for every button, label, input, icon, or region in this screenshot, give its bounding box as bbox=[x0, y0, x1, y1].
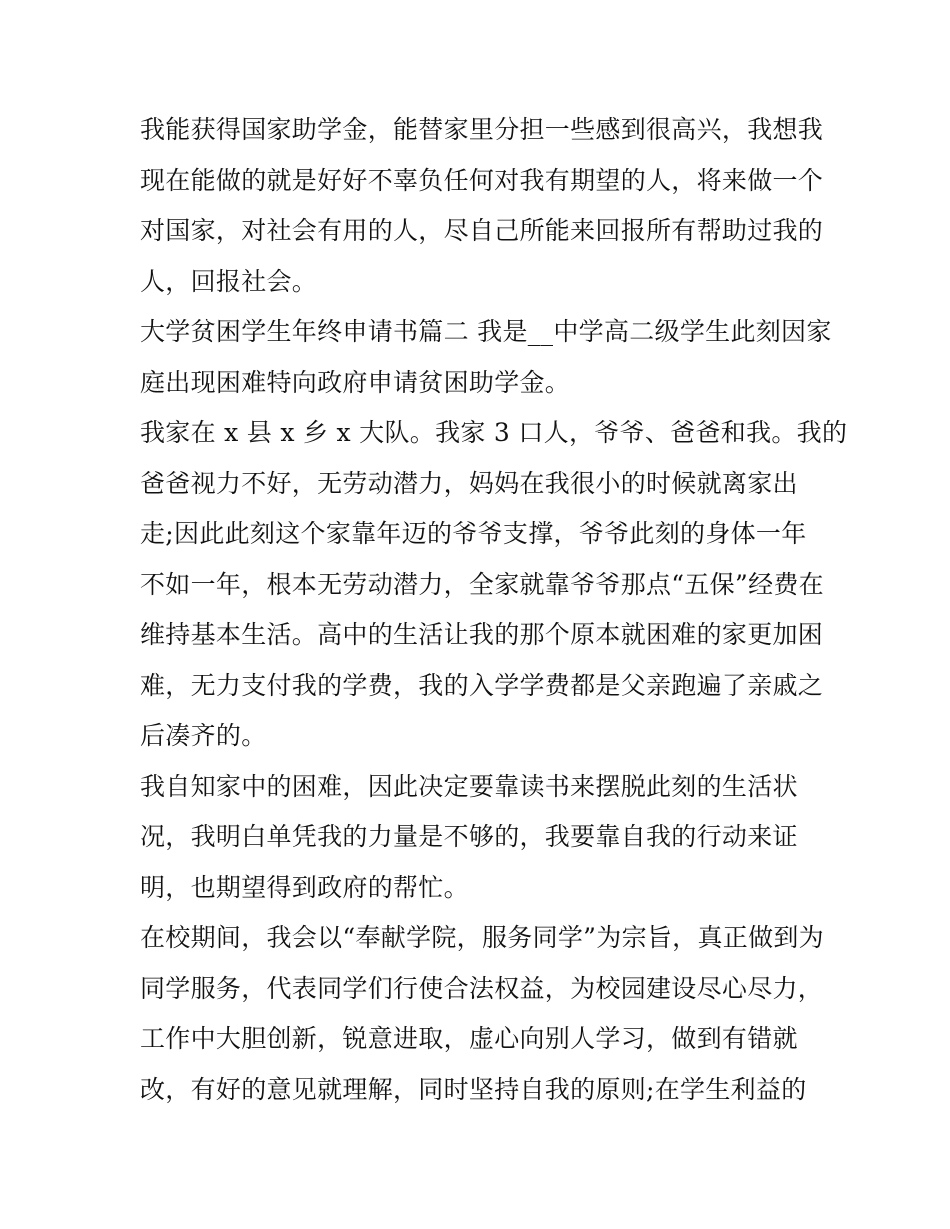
text-line: 改，有好的意见就理解，同时坚持自我的原则;在学生利益的 bbox=[140, 1074, 807, 1104]
text-line: 维持基本生活。高中的生活让我的那个原本就困难的家更加困 bbox=[140, 620, 824, 649]
text-line: 人，回报社会。 bbox=[140, 266, 318, 296]
text-line: 难，无力支付我的学费，我的入学学费都是父亲跑遍了亲戚之 bbox=[140, 670, 824, 700]
text-line: 庭出现困难特向政府申请贫困助学金。 bbox=[140, 367, 571, 397]
text-line: 工作中大胆创新，锐意进取，虚心向别人学习，做到有错就 bbox=[140, 1024, 798, 1053]
text-line: 明，也期望得到政府的帮忙。 bbox=[140, 872, 469, 902]
text-line: 现在能做的就是好好不辜负任何对我有期望的人，将来做一个 bbox=[140, 165, 824, 195]
text-line: 对国家，对社会有用的人，尽自己所能来回报所有帮助过我的 bbox=[140, 216, 824, 245]
text-line: 我能获得国家助学金，能替家里分担一些感到很高兴，我想我 bbox=[140, 115, 824, 144]
text-line: 走;因此此刻这个家靠年迈的爷爷支撑，爷爷此刻的身体一年 bbox=[140, 519, 807, 548]
text-line: 后凑齐的。 bbox=[140, 721, 267, 750]
text-line: 况，我明白单凭我的力量是不够的，我要靠自我的行动来证 bbox=[140, 822, 798, 851]
text-line: 在校期间，我会以“奉献学院，服务同学”为宗旨，真正做到为 bbox=[140, 923, 824, 952]
text-line: 同学服务，代表同学们行使合法权益，为校园建设尽心尽力， bbox=[140, 973, 824, 1003]
text-line: 我家在 x 县 x 乡 x 大队。我家 3 口人，爷爷、爸爸和我。我的 bbox=[140, 418, 848, 447]
text-line: 我自知家中的困难，因此决定要靠读书来摆脱此刻的生活状 bbox=[140, 771, 798, 801]
text-line: 大学贫困学生年终申请书篇二 我是__中学高二级学生此刻因家 bbox=[140, 317, 832, 346]
text-line: 不如一年，根本无劳动潜力，全家就靠爷爷那点“五保”经费在 bbox=[140, 569, 824, 599]
document-body bbox=[140, 105, 848, 1115]
text-line: 爸爸视力不好，无劳动潜力，妈妈在我很小的时候就离家出 bbox=[140, 468, 798, 498]
